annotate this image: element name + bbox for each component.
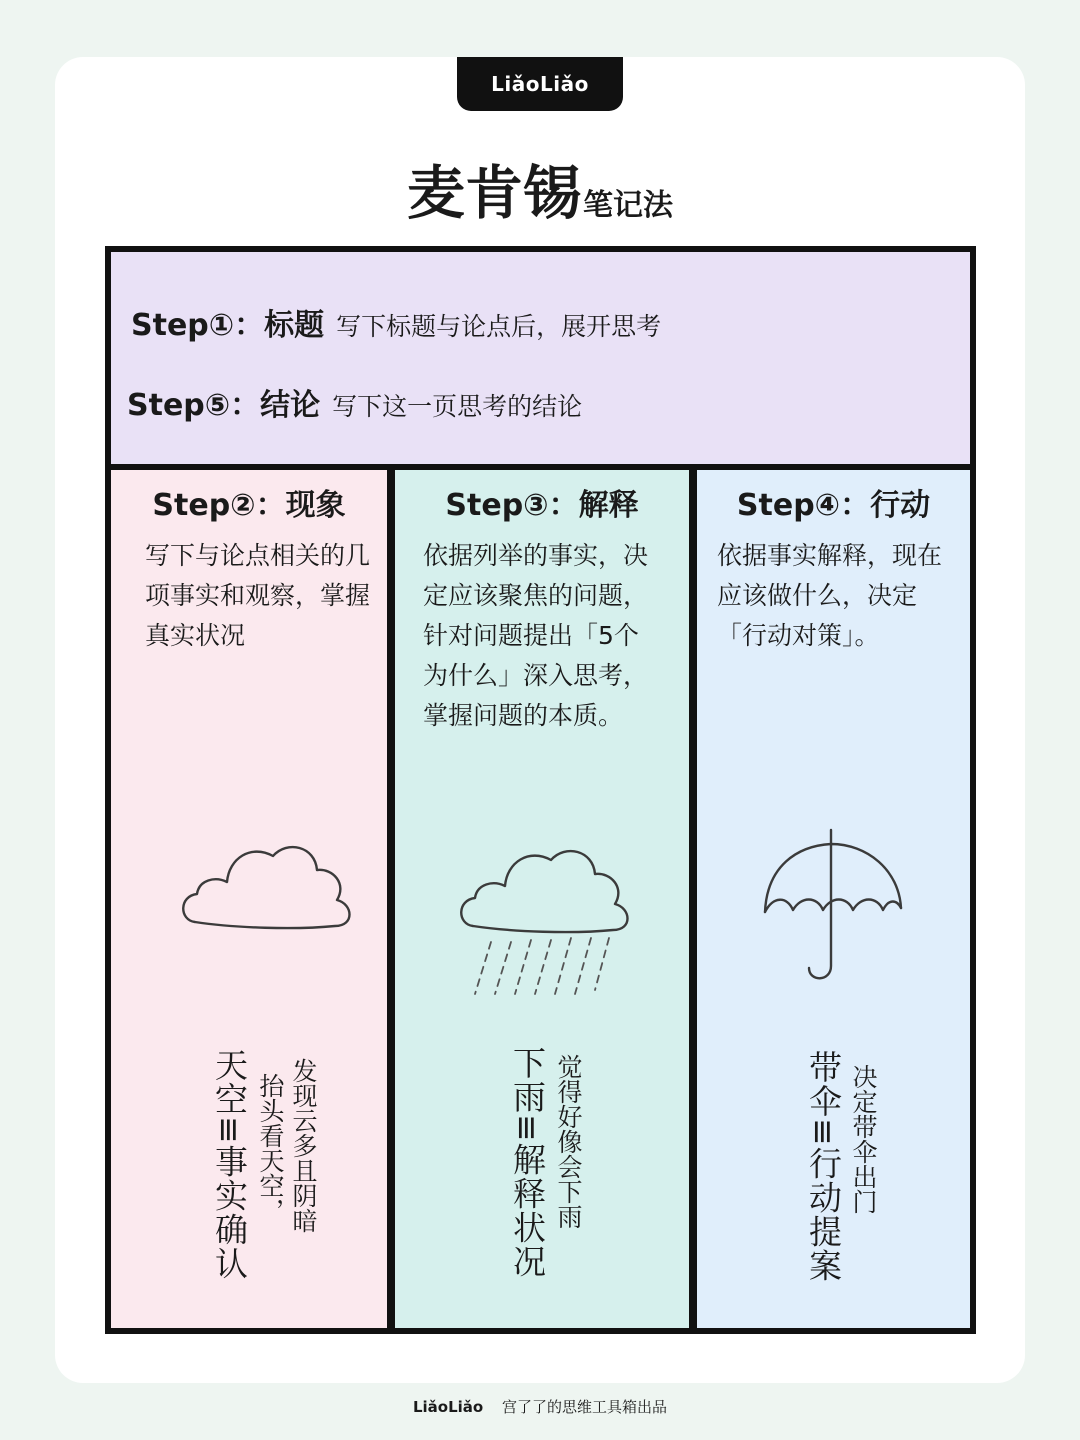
might-rain-text: 觉得好像会下雨 — [554, 1054, 583, 1229]
column-description: 依据列举的事实，决定应该聚焦的问题，针对问题提出「5个为什么」深入思考，掌握问题的本质。 — [423, 541, 649, 730]
step1-label: Step①：标题 — [131, 308, 325, 343]
title-sub: 笔记法 — [583, 188, 673, 223]
column-description: 依据事实解释，现在应该做什么，决定「行动对策」。 — [717, 541, 943, 650]
look-at-sky-text: 抬头看天空， — [256, 1073, 285, 1223]
footer-brand: LiǎoLiǎo — [412, 1398, 484, 1416]
column-title: Step③：解释 — [445, 488, 639, 523]
rain-explain-text: 下雨≡解释状况 — [508, 1046, 547, 1279]
cloudy-text: 发现云多且阴暗 — [289, 1058, 318, 1233]
umbrella-icon — [757, 826, 907, 986]
brand-logo: LiǎoLiǎo — [457, 57, 623, 111]
cloud-icon — [175, 830, 355, 940]
column-description: 写下与论点相关的几项事实和观察，掌握真实状况 — [145, 541, 371, 650]
column-title: Step②：现象 — [152, 488, 346, 523]
column-explanation — [395, 470, 689, 1328]
step1-desc: 写下标题与论点后，展开思考 — [336, 312, 662, 341]
step5-label: Step⑤：结论 — [127, 388, 321, 423]
step5-desc: 写下这一页思考的结论 — [332, 392, 583, 421]
column-title: Step④：行动 — [736, 488, 931, 523]
column-phenomenon — [111, 470, 387, 1328]
notebook-frame — [105, 246, 976, 1334]
step1-row — [131, 300, 661, 344]
take-umbrella-text: 决定带伞出门 — [849, 1064, 878, 1214]
footer — [0, 1396, 1080, 1417]
fact-confirm-text: 天空≡事实确认 — [210, 1048, 249, 1281]
footer-text: 宫了了的思维工具箱出品 — [502, 1398, 668, 1416]
action-proposal-text: 带伞≡行动提案 — [804, 1050, 843, 1283]
title-main: 麦肯锡 — [406, 159, 581, 227]
step5-row — [127, 380, 582, 424]
column-action — [697, 470, 970, 1328]
page-title — [0, 148, 1080, 228]
rain-cloud-icon — [453, 834, 637, 998]
title-conclusion-band — [111, 252, 970, 464]
